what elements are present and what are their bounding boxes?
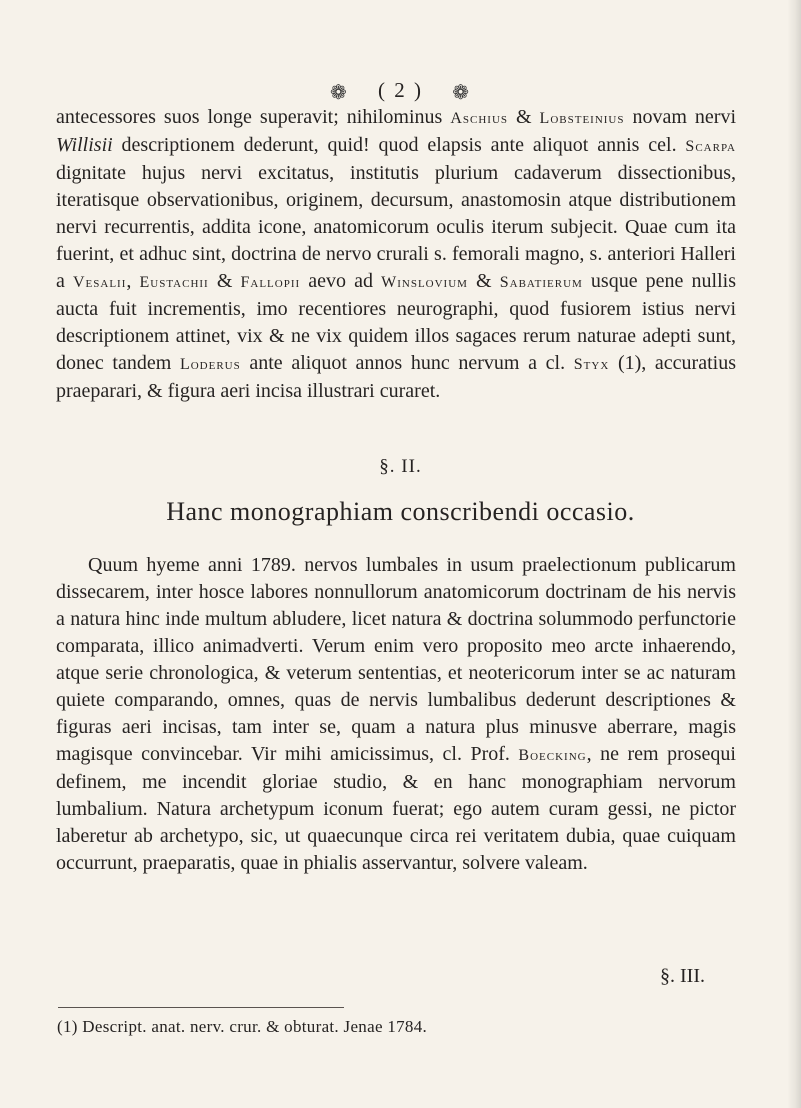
author-name: Aschius xyxy=(450,110,509,127)
author-name: Eustachii xyxy=(139,274,209,291)
paragraph-2 xyxy=(56,552,736,877)
catchword: §. III. xyxy=(660,965,705,987)
text-run: ante aliquot annos hunc nervum a cl. xyxy=(240,352,574,374)
section-heading: Hanc monographiam conscribendi occasio. xyxy=(166,497,635,526)
text-run: , ne rem prosequi definem, me incendit gloriae studio, & en hanc monographiam nervorum lumbalium. Natura archetypum iconum fuerat; ego autem curam gessi, ne pictor laberetur ab archetypo, sic, ut quaecunque circa rei veritatem dubia, quae cuiquam occurrunt, praeparatis, quae in phialis asservantur, solvere valeam. xyxy=(56,743,736,874)
text-run: aevo ad xyxy=(300,270,382,292)
author-name: Winslovium xyxy=(381,274,468,291)
text-run: & xyxy=(508,106,540,128)
text-run: , xyxy=(126,270,140,292)
text-run: dignitate hujus nervi excitatus, institutis plurium cadaverum dissectionibus, iteratisque observationibus, originem, decursum, anastomosin atque distributionem nervi recurrentis, addita icone, anatomicorum oculis iterum subjecit. Quae cum ita fuerint, et adhuc sint, doctrina de nervo crurali s. femorali magno, s. anteriori Halleri a xyxy=(56,162,736,292)
author-name: Vesalii xyxy=(72,274,127,291)
page-header xyxy=(0,78,801,105)
footnote: (1) Descript. anat. nerv. crur. & obturat. Jenae 1784. xyxy=(57,1017,428,1036)
page-number: ( 2 ) xyxy=(378,78,423,102)
text-run: novam nervi xyxy=(624,106,736,128)
author-name: Sabatierum xyxy=(499,274,583,291)
author-name: Scarpa xyxy=(685,138,736,155)
text-run: & xyxy=(208,270,241,292)
text-run: (1), accuratius praeparari, & figura aeri incisa illustrari curaret. xyxy=(56,352,736,402)
author-name: Lobsteinius xyxy=(539,110,625,127)
author-name: Fallopii xyxy=(240,274,301,291)
text-run: descriptionem dederunt, quid! quod elapsis ante aliquot annis cel. xyxy=(112,134,686,156)
page-edge-shadow xyxy=(787,0,801,1108)
paragraph-1 xyxy=(56,104,736,405)
author-name: Loderus xyxy=(179,356,241,373)
ornament-left-icon: ❁ xyxy=(329,81,349,104)
ornament-right-icon: ❁ xyxy=(452,81,472,104)
footnote-rule xyxy=(58,1007,344,1008)
text-run: Quum hyeme anni 1789. nervos lumbales in usum praelectionum publicarum dissecarem, inter hosce labores nonnullorum anatomicorum doctrinam de his nervis a natura hinc inde multum abludere, licet natura & doctrina solummodo perfunctorie comparata, illico animadverti. Verum enim vero proposito meo arcte inhaerendo, atque serie chronologica, & veterum sententias, et neotericorum inter se ac naturam quiete comparando, omnes, quas de nervis lumbalibus dederunt descriptiones & figuras aeri incisas, tam inter se, quam a natura plus minusve aberrare, magis magisque convincebar. Vir mihi amicissimus, cl. Prof. xyxy=(56,554,736,765)
text-run: usque pene nullis aucta fuit incrementis, imo recentiores neurographi, quod fusiorem istius nervi descriptionem attinet, vix & ne vix quidem illos sagaces rerum naturae adepti sunt, donec tandem xyxy=(56,270,736,374)
author-name-italic: Willisii xyxy=(56,134,113,156)
text-run: & xyxy=(467,270,500,292)
section-number: §. II. xyxy=(379,456,422,477)
text-run: antecessores suos longe superavit; nihilominus xyxy=(56,106,451,128)
author-name: Boecking xyxy=(518,747,587,764)
author-name: Styx xyxy=(573,356,610,373)
